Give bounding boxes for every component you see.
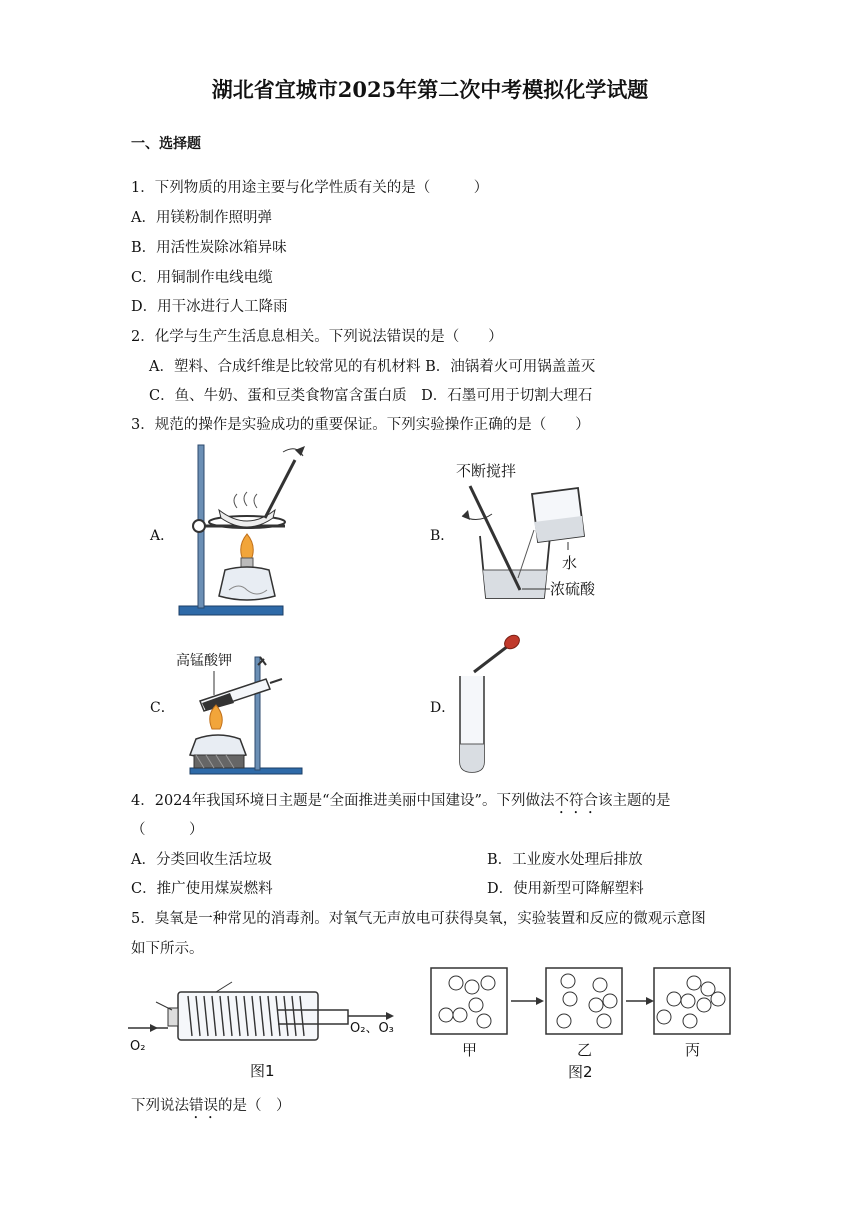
figure-1-outlet-label: O₂、O₃ <box>350 1021 394 1036</box>
q4-option-a: A．分类回收生活垃圾 <box>131 852 272 868</box>
figure-b-acid-label: 浓硫酸 <box>550 580 596 598</box>
figure-2-label-bing: 丙 <box>685 1041 701 1059</box>
q5-question-pre: 下列说法 <box>131 1098 189 1114</box>
q5-stem-line2: 如下所示。 <box>131 941 204 957</box>
q3-label-d: D． <box>430 700 456 716</box>
q1-option-b: B．用活性炭除冰箱异味 <box>131 240 287 256</box>
figure-c-reagent-label: 高锰酸钾 <box>176 653 232 669</box>
section-heading: 一、选择题 <box>131 136 201 152</box>
q4-answer-paren: （ ） <box>131 822 204 838</box>
q5-stem-line1: 5．臭氧是一种常见的消毒剂。对氧气无声放电可获得臭氧，实验装置和反应的微观示意图 <box>131 911 706 927</box>
q4-stem-emphasis: 不符合 <box>554 793 598 809</box>
figure-2-box-yi <box>546 968 622 1034</box>
page-title: 湖北省宜城市2025年第二次中考模拟化学试题 <box>211 77 649 102</box>
q4-stem-post: 该主题的是 <box>597 793 671 809</box>
q3-label-c: C． <box>150 700 175 716</box>
q2-options-row1: A．塑料、合成纤维是比较常见的有机材料 B．油锅着火可用锅盖盖灭 <box>149 359 596 375</box>
q4-stem <box>131 789 670 817</box>
figure-1-caption: 图1 <box>250 1062 275 1080</box>
figure-2-caption: 图2 <box>568 1063 593 1081</box>
figure-2-label-jia: 甲 <box>462 1041 478 1059</box>
q5-question <box>131 1094 291 1122</box>
q4-stem-pre: 4．2024年我国环境日主题是“全面推进美丽中国建设”。下列做法 <box>131 793 555 809</box>
q4-option-c: C．推广使用煤炭燃料 <box>131 881 273 897</box>
q3-label-a: A． <box>150 528 175 544</box>
figure-2-label-yi: 乙 <box>577 1041 593 1059</box>
figure-2-micro <box>428 965 733 1085</box>
q5-question-emphasis: 错误 <box>189 1098 218 1114</box>
figure-b-dilution <box>450 458 610 603</box>
q2-options-row2: C．鱼、牛奶、蛋和豆类食物富含蛋白质 D．石墨可用于切割大理石 <box>149 388 593 404</box>
figure-b-stir-label: 不断搅拌 <box>456 462 517 480</box>
figure-2-box-bing <box>654 968 730 1034</box>
figure-2-box-jia <box>431 968 507 1034</box>
q2-stem: 2．化学与生产生活息息相关。下列说法错误的是（ ） <box>131 329 503 345</box>
q5-question-post: 的是（ ） <box>218 1098 291 1114</box>
q3-label-b: B． <box>430 528 455 544</box>
q1-stem: 1．下列物质的用途主要与化学性质有关的是（ ） <box>131 180 489 196</box>
figure-1-inlet-label: O₂ <box>130 1039 146 1054</box>
q3-stem: 3．规范的操作是实验成功的重要保证。下列实验操作正确的是（ ） <box>131 417 590 433</box>
figure-1-apparatus <box>128 980 408 1085</box>
figure-c-heating <box>170 635 320 775</box>
q1-option-a: A．用镁粉制作照明弹 <box>131 210 272 226</box>
q4-option-b: B．工业废水处理后排放 <box>487 852 643 868</box>
figure-b-water-label: 水 <box>562 554 578 572</box>
q4-option-d: D．使用新型可降解塑料 <box>487 881 644 897</box>
q1-option-d: D．用干冰进行人工降雨 <box>131 299 288 315</box>
figure-a-evaporation <box>175 440 310 620</box>
figure-d-dropper <box>450 632 530 775</box>
q1-option-c: C．用铜制作电线电缆 <box>131 270 273 286</box>
